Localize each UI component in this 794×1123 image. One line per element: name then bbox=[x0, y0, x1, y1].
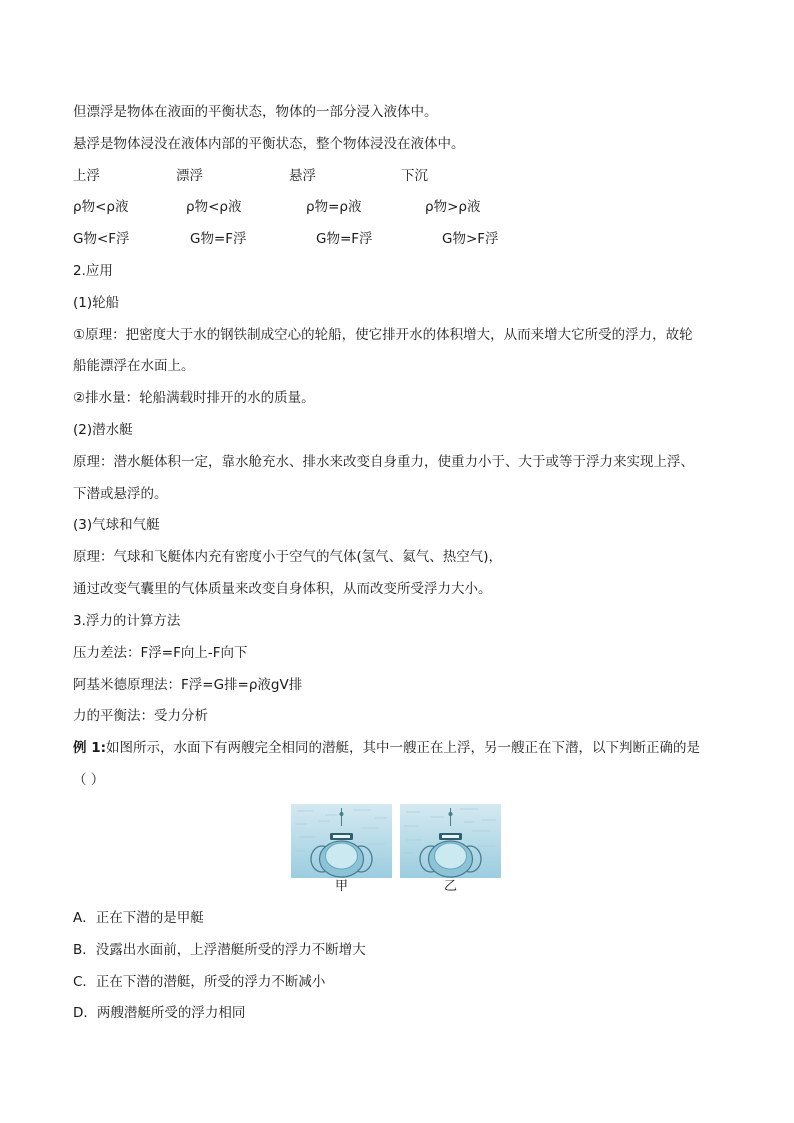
state-name: 悬浮 bbox=[289, 168, 316, 184]
figure-caption: 乙 bbox=[443, 879, 457, 894]
example-label: 例 1: bbox=[73, 740, 106, 756]
submarine-principle-line: 原理：潜水艇体积一定，靠水舱充水、排水来改变自身重力，使重力小于、大于或等于浮力来实现上浮、 bbox=[73, 454, 694, 470]
floating-definition: 但漂浮是物体在液面的平衡状态，物体的一部分浸入液体中。 bbox=[73, 104, 438, 120]
state-name: 漂浮 bbox=[176, 168, 203, 184]
answer-option-a: A．正在下潜的是甲艇 bbox=[73, 910, 204, 926]
density-relation: ρ物>ρ液 bbox=[425, 199, 481, 215]
ship-principle-line: 船能漂浮在水面上。 bbox=[73, 358, 195, 374]
example-question bbox=[73, 739, 700, 757]
method-line: 阿基米德原理法：F浮=G排=ρ液gV排 bbox=[73, 677, 303, 693]
submarine-principle-line: 下潜或悬浮的。 bbox=[73, 486, 168, 502]
density-relation: ρ物<ρ液 bbox=[73, 199, 129, 215]
example-question-text: 如图所示，水面下有两艘完全相同的潜艇，其中一艘正在上浮，另一艘正在下潜，以下判断正确的是 bbox=[106, 740, 700, 756]
state-name: 下沉 bbox=[401, 168, 428, 184]
density-relation: ρ物=ρ液 bbox=[306, 199, 362, 215]
subsection-heading: (2)潜水艇 bbox=[73, 422, 133, 438]
subsection-heading: (1)轮船 bbox=[73, 295, 120, 311]
figure-caption: 甲 bbox=[334, 879, 348, 894]
displacement-definition: ②排水量：轮船满载时排开的水的质量。 bbox=[73, 390, 315, 406]
state-name: 上浮 bbox=[73, 168, 100, 184]
balloon-principle-line: 原理：气球和飞艇体内充有密度小于空气的气体(氢气、氦气、热空气)， bbox=[73, 549, 503, 565]
balloon-principle-line: 通过改变气囊里的气体质量来改变自身体积，从而改变所受浮力大小。 bbox=[73, 581, 492, 597]
submarine-image bbox=[291, 804, 392, 878]
weight-relation: G物=F浮 bbox=[190, 231, 247, 247]
density-relation: ρ物<ρ液 bbox=[186, 199, 242, 215]
suspension-definition: 悬浮是物体浸没在液体内部的平衡状态，整个物体浸没在液体中。 bbox=[73, 136, 465, 152]
answer-option-c: C．正在下潜的潜艇，所受的浮力不断减小 bbox=[73, 974, 326, 990]
submarine-image bbox=[400, 804, 501, 878]
answer-option-d: D．两艘潜艇所受的浮力相同 bbox=[73, 1005, 246, 1021]
method-line: 压力差法：F浮=F向上-F向下 bbox=[73, 645, 248, 661]
weight-relation: G物>F浮 bbox=[442, 231, 499, 247]
section-heading: 3.浮力的计算方法 bbox=[73, 613, 181, 629]
weight-relation: G物=F浮 bbox=[316, 231, 373, 247]
subsection-heading: (3)气球和气艇 bbox=[73, 517, 160, 533]
answer-blank: （ ） bbox=[73, 772, 105, 788]
answer-option-b: B．没露出水面前，上浮潜艇所受的浮力不断增大 bbox=[73, 942, 366, 958]
section-heading: 2.应用 bbox=[73, 263, 113, 279]
ship-principle-line: ①原理：把密度大于水的钢铁制成空心的轮船，使它排开水的体积增大，从而来增大它所受的浮力，故轮 bbox=[73, 327, 693, 343]
method-line: 力的平衡法：受力分析 bbox=[73, 708, 208, 724]
weight-relation: G物<F浮 bbox=[73, 231, 130, 247]
